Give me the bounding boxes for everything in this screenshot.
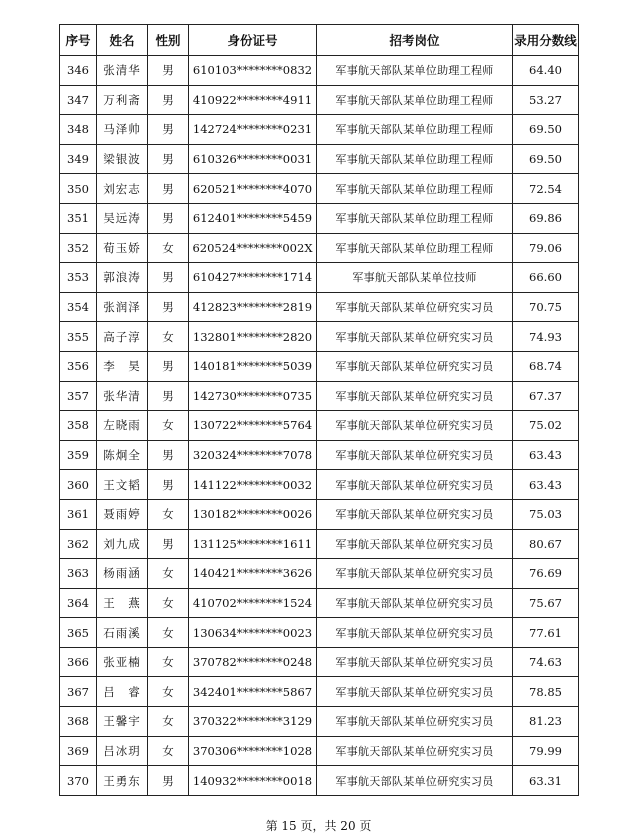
table-row [60, 499, 579, 529]
name-cell: 郭浪涛 [97, 263, 148, 293]
id-number-cell: 410922********4911 [189, 85, 317, 115]
position-cell: 军事航天部队某单位研究实习员 [317, 677, 513, 707]
name-cell: 张润泽 [97, 292, 148, 322]
name-cell: 荀玉娇 [97, 233, 148, 263]
seq-cell: 360 [60, 470, 97, 500]
seq-cell: 370 [60, 766, 97, 796]
gender-cell: 男 [148, 56, 189, 86]
header-id-number: 身份证号 [189, 25, 317, 56]
table-row [60, 292, 579, 322]
gender-cell: 女 [148, 647, 189, 677]
name-cell: 石雨溪 [97, 618, 148, 648]
seq-cell: 354 [60, 292, 97, 322]
gender-cell: 男 [148, 144, 189, 174]
position-cell: 军事航天部队某单位助理工程师 [317, 233, 513, 263]
id-number-cell: 140421********3626 [189, 559, 317, 589]
gender-cell: 女 [148, 411, 189, 441]
table-row [60, 85, 579, 115]
position-cell: 军事航天部队某单位研究实习员 [317, 411, 513, 441]
table-row [60, 618, 579, 648]
gender-cell: 男 [148, 351, 189, 381]
id-number-cell: 370322********3129 [189, 707, 317, 737]
score-cell: 75.03 [513, 499, 579, 529]
seq-cell: 351 [60, 203, 97, 233]
table-row [60, 736, 579, 766]
id-number-cell: 370306********1028 [189, 736, 317, 766]
score-cell: 75.02 [513, 411, 579, 441]
gender-cell: 女 [148, 707, 189, 737]
score-cell: 63.31 [513, 766, 579, 796]
score-cell: 63.43 [513, 470, 579, 500]
position-cell: 军事航天部队某单位研究实习员 [317, 647, 513, 677]
position-cell: 军事航天部队某单位助理工程师 [317, 174, 513, 204]
score-cell: 77.61 [513, 618, 579, 648]
name-cell: 刘九成 [97, 529, 148, 559]
table-row [60, 470, 579, 500]
header-seq: 序号 [60, 25, 97, 56]
position-cell: 军事航天部队某单位研究实习员 [317, 322, 513, 352]
seq-cell: 363 [60, 559, 97, 589]
position-cell: 军事航天部队某单位助理工程师 [317, 85, 513, 115]
id-number-cell: 610326********0031 [189, 144, 317, 174]
position-cell: 军事航天部队某单位研究实习员 [317, 766, 513, 796]
seq-cell: 355 [60, 322, 97, 352]
gender-cell: 男 [148, 470, 189, 500]
table-body [60, 56, 579, 796]
name-cell: 杨雨涵 [97, 559, 148, 589]
gender-cell: 男 [148, 766, 189, 796]
table-row [60, 174, 579, 204]
seq-cell: 352 [60, 233, 97, 263]
gender-cell: 男 [148, 85, 189, 115]
position-cell: 军事航天部队某单位助理工程师 [317, 56, 513, 86]
header-gender: 性别 [148, 25, 189, 56]
results-table [59, 24, 579, 796]
seq-cell: 364 [60, 588, 97, 618]
score-cell: 74.63 [513, 647, 579, 677]
seq-cell: 357 [60, 381, 97, 411]
score-cell: 69.86 [513, 203, 579, 233]
seq-cell: 361 [60, 499, 97, 529]
name-cell: 聂雨婷 [97, 499, 148, 529]
seq-cell: 347 [60, 85, 97, 115]
position-cell: 军事航天部队某单位技师 [317, 263, 513, 293]
position-cell: 军事航天部队某单位研究实习员 [317, 707, 513, 737]
id-number-cell: 620524********002X [189, 233, 317, 263]
seq-cell: 369 [60, 736, 97, 766]
table-row [60, 115, 579, 145]
name-cell: 王文韬 [97, 470, 148, 500]
table-row [60, 351, 579, 381]
table-row [60, 677, 579, 707]
name-cell: 王馨宇 [97, 707, 148, 737]
gender-cell: 男 [148, 292, 189, 322]
gender-cell: 男 [148, 529, 189, 559]
position-cell: 军事航天部队某单位研究实习员 [317, 381, 513, 411]
seq-cell: 368 [60, 707, 97, 737]
id-number-cell: 142724********0231 [189, 115, 317, 145]
table-row [60, 233, 579, 263]
score-cell: 79.99 [513, 736, 579, 766]
table-row [60, 56, 579, 86]
score-cell: 64.40 [513, 56, 579, 86]
seq-cell: 367 [60, 677, 97, 707]
position-cell: 军事航天部队某单位研究实习员 [317, 529, 513, 559]
name-cell: 刘宏志 [97, 174, 148, 204]
header-row [60, 25, 579, 56]
name-cell: 吴远涛 [97, 203, 148, 233]
name-cell: 陈炯全 [97, 440, 148, 470]
id-number-cell: 142730********0735 [189, 381, 317, 411]
score-cell: 80.67 [513, 529, 579, 559]
score-cell: 66.60 [513, 263, 579, 293]
id-number-cell: 412823********2819 [189, 292, 317, 322]
id-number-cell: 130722********5764 [189, 411, 317, 441]
id-number-cell: 620521********4070 [189, 174, 317, 204]
seq-cell: 359 [60, 440, 97, 470]
score-cell: 70.75 [513, 292, 579, 322]
header-name: 姓名 [97, 25, 148, 56]
position-cell: 军事航天部队某单位研究实习员 [317, 559, 513, 589]
id-number-cell: 130182********0026 [189, 499, 317, 529]
gender-cell: 男 [148, 440, 189, 470]
position-cell: 军事航天部队某单位研究实习员 [317, 618, 513, 648]
position-cell: 军事航天部队某单位助理工程师 [317, 115, 513, 145]
position-cell: 军事航天部队某单位研究实习员 [317, 736, 513, 766]
id-number-cell: 410702********1524 [189, 588, 317, 618]
name-cell: 吕 睿 [97, 677, 148, 707]
name-cell: 左晓雨 [97, 411, 148, 441]
score-cell: 74.93 [513, 322, 579, 352]
id-number-cell: 610427********1714 [189, 263, 317, 293]
gender-cell: 男 [148, 203, 189, 233]
id-number-cell: 140181********5039 [189, 351, 317, 381]
name-cell: 王勇东 [97, 766, 148, 796]
name-cell: 马泽帅 [97, 115, 148, 145]
position-cell: 军事航天部队某单位助理工程师 [317, 203, 513, 233]
header-position: 招考岗位 [317, 25, 513, 56]
position-cell: 军事航天部队某单位研究实习员 [317, 440, 513, 470]
gender-cell: 女 [148, 588, 189, 618]
id-number-cell: 612401********5459 [189, 203, 317, 233]
id-number-cell: 132801********2820 [189, 322, 317, 352]
score-cell: 69.50 [513, 115, 579, 145]
table-row [60, 322, 579, 352]
name-cell: 王 燕 [97, 588, 148, 618]
score-cell: 75.67 [513, 588, 579, 618]
score-cell: 68.74 [513, 351, 579, 381]
id-number-cell: 610103********0832 [189, 56, 317, 86]
score-cell: 69.50 [513, 144, 579, 174]
table-row [60, 707, 579, 737]
gender-cell: 男 [148, 174, 189, 204]
position-cell: 军事航天部队某单位研究实习员 [317, 292, 513, 322]
name-cell: 梁银波 [97, 144, 148, 174]
table-row [60, 529, 579, 559]
seq-cell: 366 [60, 647, 97, 677]
seq-cell: 358 [60, 411, 97, 441]
seq-cell: 365 [60, 618, 97, 648]
header-score: 录用分数线 [513, 25, 579, 56]
position-cell: 军事航天部队某单位研究实习员 [317, 499, 513, 529]
seq-cell: 362 [60, 529, 97, 559]
gender-cell: 女 [148, 677, 189, 707]
gender-cell: 女 [148, 618, 189, 648]
score-cell: 67.37 [513, 381, 579, 411]
table-row [60, 381, 579, 411]
score-cell: 76.69 [513, 559, 579, 589]
table-row [60, 588, 579, 618]
score-cell: 78.85 [513, 677, 579, 707]
id-number-cell: 141122********0032 [189, 470, 317, 500]
gender-cell: 女 [148, 233, 189, 263]
name-cell: 张清华 [97, 56, 148, 86]
gender-cell: 女 [148, 736, 189, 766]
table-row [60, 559, 579, 589]
position-cell: 军事航天部队某单位研究实习员 [317, 470, 513, 500]
table-row [60, 411, 579, 441]
seq-cell: 348 [60, 115, 97, 145]
score-cell: 53.27 [513, 85, 579, 115]
name-cell: 万利斋 [97, 85, 148, 115]
id-number-cell: 140932********0018 [189, 766, 317, 796]
id-number-cell: 342401********5867 [189, 677, 317, 707]
table-row [60, 203, 579, 233]
table-row [60, 263, 579, 293]
page-footer: 第 15 页，共 20 页 [265, 819, 372, 833]
name-cell: 张华清 [97, 381, 148, 411]
position-cell: 军事航天部队某单位研究实习员 [317, 351, 513, 381]
name-cell: 高子淳 [97, 322, 148, 352]
position-cell: 军事航天部队某单位研究实习员 [317, 588, 513, 618]
gender-cell: 女 [148, 322, 189, 352]
id-number-cell: 320324********7078 [189, 440, 317, 470]
id-number-cell: 370782********0248 [189, 647, 317, 677]
score-cell: 63.43 [513, 440, 579, 470]
gender-cell: 女 [148, 499, 189, 529]
table-row [60, 766, 579, 796]
name-cell: 张亚楠 [97, 647, 148, 677]
seq-cell: 349 [60, 144, 97, 174]
table-row [60, 440, 579, 470]
score-cell: 72.54 [513, 174, 579, 204]
seq-cell: 350 [60, 174, 97, 204]
gender-cell: 女 [148, 559, 189, 589]
score-cell: 79.06 [513, 233, 579, 263]
name-cell: 吕冰玥 [97, 736, 148, 766]
id-number-cell: 130634********0023 [189, 618, 317, 648]
gender-cell: 男 [148, 115, 189, 145]
gender-cell: 男 [148, 381, 189, 411]
table-row [60, 647, 579, 677]
seq-cell: 353 [60, 263, 97, 293]
id-number-cell: 131125********1611 [189, 529, 317, 559]
position-cell: 军事航天部队某单位助理工程师 [317, 144, 513, 174]
seq-cell: 346 [60, 56, 97, 86]
seq-cell: 356 [60, 351, 97, 381]
score-cell: 81.23 [513, 707, 579, 737]
gender-cell: 男 [148, 263, 189, 293]
name-cell: 李 昊 [97, 351, 148, 381]
table-row [60, 144, 579, 174]
